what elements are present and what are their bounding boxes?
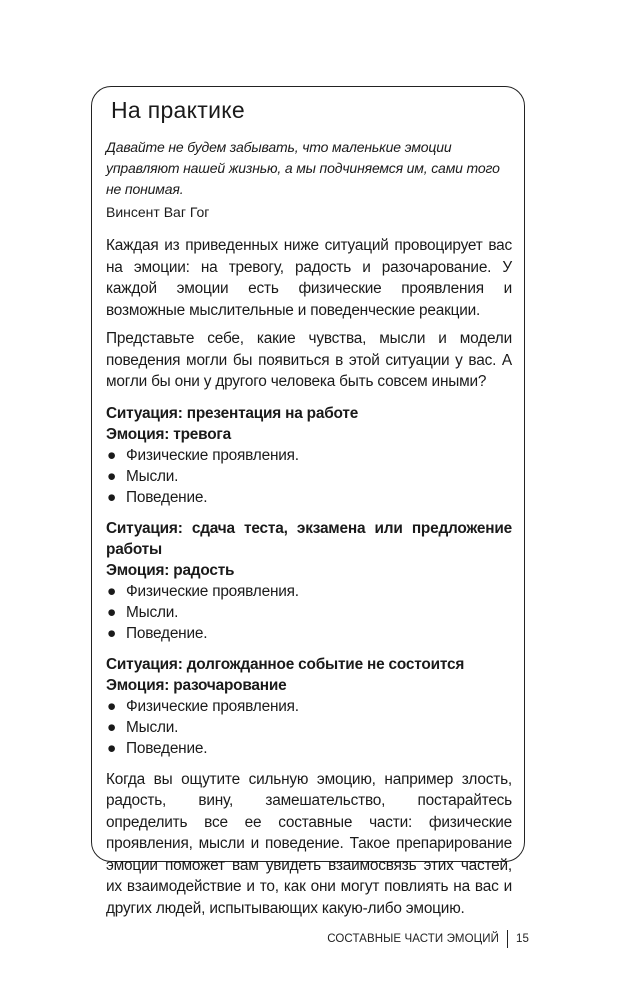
intro-paragraph: Представьте себе, какие чувства, мысли и модели поведения могли бы появиться в этой ситуации у вас. А могли бы они у другого человека быть совсем иными? bbox=[106, 330, 512, 390]
situation-block bbox=[106, 518, 512, 644]
epigraph-author: Винсент Ваг Гог bbox=[106, 204, 210, 220]
situation-points bbox=[106, 696, 512, 759]
list-item bbox=[106, 717, 512, 738]
bullet-icon: ● bbox=[107, 467, 117, 485]
list-item-text: Физические проявления. bbox=[126, 697, 299, 715]
list-item bbox=[106, 602, 512, 623]
list-item-text: Физические проявления. bbox=[126, 446, 299, 464]
situation-title: Ситуация: презентация на работе bbox=[106, 404, 359, 422]
list-item bbox=[106, 487, 512, 508]
bullet-icon: ● bbox=[107, 603, 117, 621]
situation-emotion: Эмоция: радость bbox=[106, 561, 235, 579]
situation-block bbox=[106, 654, 512, 759]
situation-emotion: Эмоция: разочарование bbox=[106, 676, 287, 694]
page-footer bbox=[327, 930, 529, 948]
list-item bbox=[106, 696, 512, 717]
list-item-text: Поведение. bbox=[126, 624, 208, 642]
list-item-text: Мысли. bbox=[126, 718, 179, 736]
page-number: 15 bbox=[516, 933, 529, 945]
list-item bbox=[106, 623, 512, 644]
bullet-icon: ● bbox=[107, 488, 117, 506]
bullet-icon: ● bbox=[107, 739, 117, 757]
list-item bbox=[106, 445, 512, 466]
bullet-icon: ● bbox=[107, 624, 117, 642]
situation-title: Ситуация: сдача теста, экзамена или предложение работы bbox=[106, 519, 512, 558]
situation-block bbox=[106, 403, 512, 508]
list-item-text: Поведение. bbox=[126, 488, 208, 506]
list-item bbox=[106, 466, 512, 487]
list-item-text: Мысли. bbox=[126, 603, 179, 621]
list-item-text: Физические проявления. bbox=[126, 582, 299, 600]
closing-paragraph: Когда вы ощутите сильную эмоцию, например злость, радость, вину, замешательство, постарайтесь определить все ее составные части: физические проявления, мысли и поведение. Такое препарирование эмоции поможет вам увидеть взаимосвязь этих частей, их взаимодействие и то, как они могут повлиять на вас и других людей, испытывающих какую-либо эмоцию. bbox=[106, 770, 512, 917]
footer-divider bbox=[507, 930, 508, 948]
bullet-icon: ● bbox=[107, 697, 117, 715]
list-item-text: Мысли. bbox=[126, 467, 179, 485]
situation-title: Ситуация: долгожданное событие не состоится bbox=[106, 655, 465, 673]
running-header: СОСТАВНЫЕ ЧАСТИ ЭМОЦИЙ bbox=[327, 933, 499, 945]
situation-points bbox=[106, 445, 512, 508]
list-item bbox=[106, 581, 512, 602]
situation-points bbox=[106, 581, 512, 644]
practice-box bbox=[91, 86, 525, 917]
bullet-icon: ● bbox=[107, 446, 117, 464]
epigraph-quote: Давайте не будем забывать, что маленькие эмоции управляют нашей жизнью, а мы подчиняемся им, сами того не понимая. bbox=[106, 139, 500, 197]
list-item-text: Поведение. bbox=[126, 739, 208, 757]
list-item bbox=[106, 738, 512, 759]
situation-emotion: Эмоция: тревога bbox=[106, 425, 231, 443]
bullet-icon: ● bbox=[107, 718, 117, 736]
bullet-icon: ● bbox=[107, 582, 117, 600]
box-title: На практике bbox=[111, 97, 245, 123]
intro-paragraph: Каждая из приведенных ниже ситуаций провоцирует вас на эмоции: на тревогу, радость и разочарование. У каждой эмоции есть физические проявления и возможные мыслительные и поведенческие реакции. bbox=[106, 237, 512, 319]
